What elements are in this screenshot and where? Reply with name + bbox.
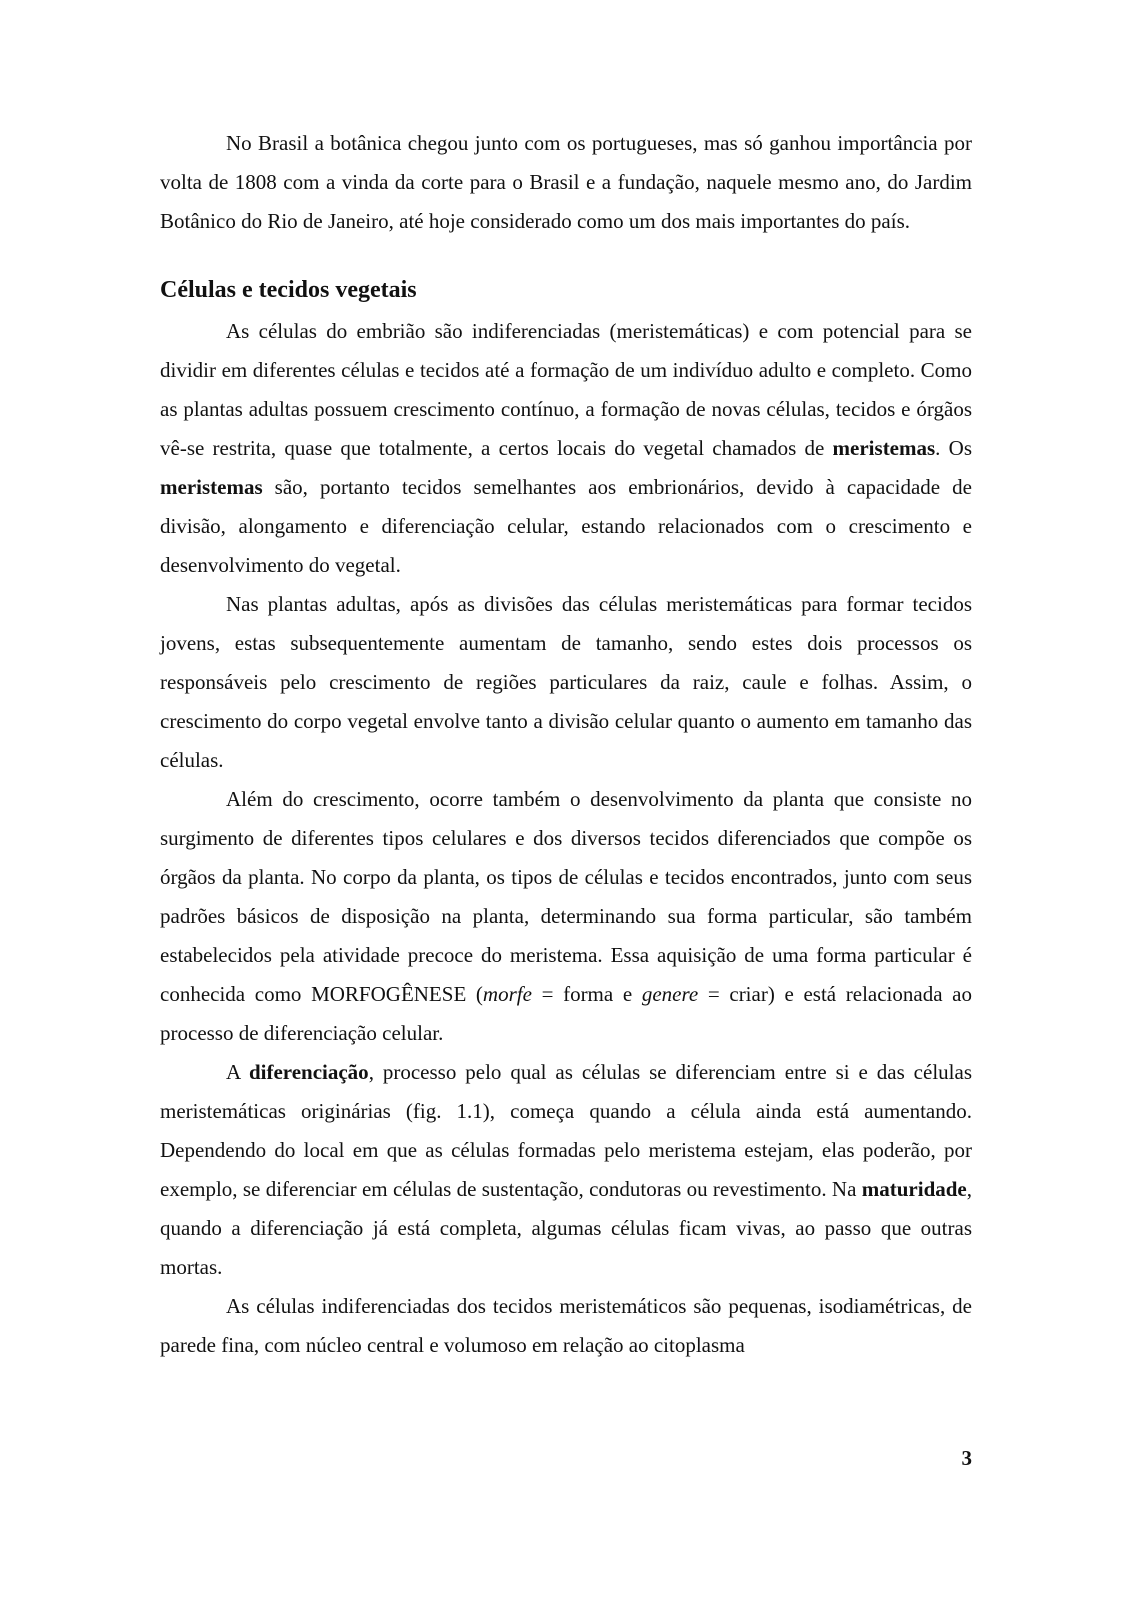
text-run: Além do crescimento, ocorre também o desenvolvimento da planta que consiste no surgimento de diferentes tipos celulares e dos diversos tecidos diferenciados que compõe os órgãos da planta. No corpo da planta, os tipos de células e tecidos encontrados, junto com seus padrões básicos de disposição na planta, determinando sua forma particular, são também estabelecidos pela atividade precoce do meristema. Essa aquisição de uma forma particular é conhecida como MORFOGÊNESE ( [160, 787, 972, 1006]
paragraph-growth: Nas plantas adultas, após as divisões das células meristemáticas para formar tecidos jovens, estas subsequentemente aumentam de tamanho, sendo estes dois processos os responsáveis pelo crescimento de regiões particulares da raiz, caule e folhas. Assim, o crescimento do corpo vegetal envolve tanto a divisão celular quanto o aumento em tamanho das células. [160, 592, 972, 772]
text-run: , quando a diferenciação já está completa, algumas células ficam vivas, ao passo que outras mortas. [160, 1177, 972, 1279]
text-run: = criar) e está relacionada ao processo de diferenciação celular. [160, 982, 973, 1045]
text-run: = forma e [531, 982, 642, 1006]
paragraph-differentiation [160, 1053, 972, 1287]
text-run: são, portanto tecidos semelhantes aos embrionários, devido à capacidade de divisão, alongamento e diferenciação celular, estando relacionados com o crescimento e desenvolvimento do vegetal. [160, 475, 972, 577]
page-number: 3 [961, 1446, 972, 1470]
document-page [160, 124, 972, 1365]
paragraph-meristem-definition [160, 312, 972, 585]
paragraph-meristematic-cells: As células indiferenciadas dos tecidos meristemáticos são pequenas, isodiamétricas, de parede fina, com núcleo central e volumoso em relação ao citoplasma [160, 1294, 972, 1357]
italic-term-genere: genere [641, 982, 699, 1006]
bold-term-maturidade: maturidade [861, 1177, 967, 1201]
text-run: A [226, 1060, 249, 1084]
bold-term-diferenciacao: diferenciação [248, 1060, 369, 1084]
paragraph-morphogenesis [160, 780, 972, 1053]
text-run: , processo pelo qual as células se diferenciam entre si e das células meristemáticas originárias (fig. 1.1), começa quando a célula ainda está aumentando. Dependendo do local em que as células formadas pelo meristema estejam, elas poderão, por exemplo, se diferenciar em células de sustentação, condutoras ou revestimento. Na [160, 1060, 972, 1201]
text-run: . Os [935, 436, 972, 460]
text-run: As células do embrião são indiferenciadas (meristemáticas) e com potencial para se dividir em diferentes células e tecidos até a formação de um indivíduo adulto e completo. Como as plantas adultas possuem crescimento contínuo, a formação de novas células, tecidos e órgãos vê-se restrita, quase que totalmente, a certos locais do vegetal chamados de [160, 319, 972, 460]
bold-term-meristemas: meristemas [832, 436, 936, 460]
bold-term-meristemas: meristemas [160, 475, 263, 499]
italic-term-morfe: morfe [482, 982, 532, 1006]
intro-paragraph: No Brasil a botânica chegou junto com os portugueses, mas só ganhou importância por volta de 1808 com a vinda da corte para o Brasil e a fundação, naquele mesmo ano, do Jardim Botânico do Rio de Janeiro, até hoje considerado como um dos mais importantes do país. [160, 131, 972, 233]
section-heading: Células e tecidos vegetais [160, 277, 417, 303]
